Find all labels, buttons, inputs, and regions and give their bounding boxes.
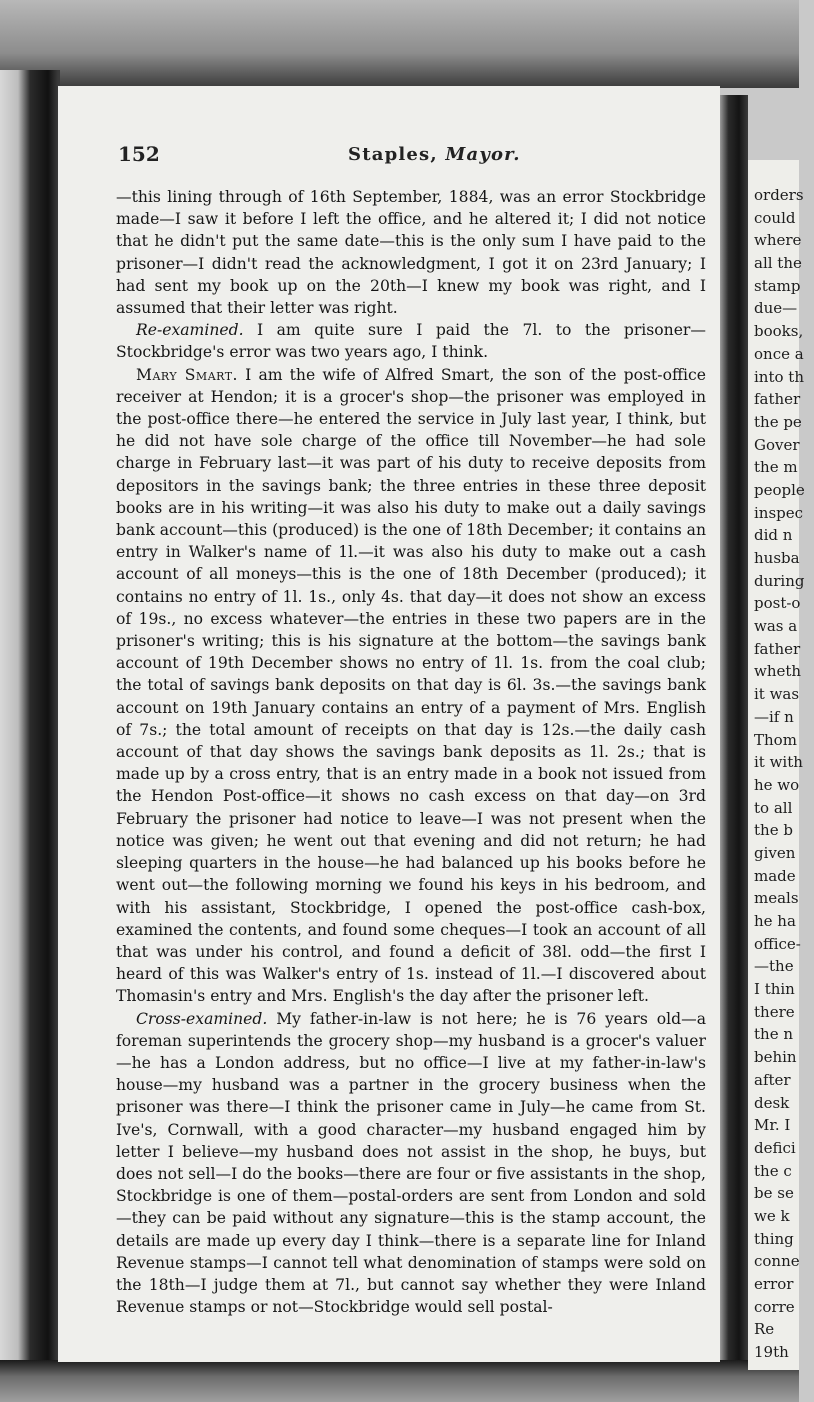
facing-line: Gover [754,435,800,454]
paragraph [116,186,706,319]
facing-line: once a [754,344,804,363]
facing-line: it with [754,753,803,772]
facing-line: it was [754,685,800,704]
scan-left-edge [0,70,60,1360]
paragraph-text: I am the wife of Alfred Smart, the son of the post-office receiver at Hendon; it is a grocer's shop—the prisoner was employed in the post-office there—he entered the service in July last year, I think, but he did not have sole charge of the office till November—he had sole charge in February last—it was part of his duty to receive deposits from depositors in the savings bank; the three entries in these three deposit books are in his writing—it was also his duty to make out a daily savings bank account—this (produced) is the one of 18th December; it contains an entry in Walker's name of 1l.—it was also his duty to make out a cash account of all moneys—this is the one of 18th December (produced); it contains no entry of 1l. 1s., only 4s. that day—it does not show an excess of 19s., no excess whatever—the entries in these two papers are in the prisoner's writing; this is his signature at the bottom—the savings bank account of 19th December shows no entry of 1l. 1s. from the coal club; the total of savings bank deposits on that day is 6l. 3s.—the savings bank account on 19th January contains an entry of a payment of Mrs. English of 7s.; the total amount of receipts on that day is 12s.—the daily cash account of that day shows the savings bank deposits as 1l. 2s.; that is made up by a cross entry, that is an entry made in a book not issued from the Hendon Post-office—it shows no cash excess on that day—on 3rd February the prisoner had notice to leave—I was not present when the notice was given; he went out that evening and did not return; he had sleeping quarters in the house—he had balanced up his books before he went out—the following morning we found his keys in his bedroom, and with his assistant, Stockbridge, I opened the post-office cash-box, examined the contents, and found some cheques—I took an account of all that was under his control, and found a deficit of 38l. odd—the first I heard of this was Walker's entry of 1s. instead of 1l.—I discovered about Thomasin's entry and Mrs. English's the day after the prisoner left. [116,365,706,1006]
facing-line: inspec [754,503,804,522]
facing-line: to all [754,798,793,817]
facing-line: people [754,480,805,499]
paragraph [116,1008,706,1319]
facing-line: conne [754,1252,800,1271]
paragraph [116,319,706,363]
scan-top-edge [0,0,799,88]
facing-line: error [754,1275,794,1293]
facing-line: the n [754,1025,793,1044]
running-head [118,142,678,174]
facing-line: office- [754,934,801,953]
facing-line: husba [754,549,800,567]
facing-line: post-o [754,594,801,613]
scan-bottom-edge [0,1360,799,1402]
facing-line: due— [754,299,798,318]
facing-line: father [754,639,801,658]
facing-line: all the [754,254,802,273]
facing-line: could [754,208,796,227]
facing-line: defici [754,1138,796,1157]
paragraph-text: I am quite sure I paid the 7l. to the prisoner—Stockbridge's error was two years ago, I think. [116,321,706,362]
facing-line: was a [754,617,798,636]
facing-line: orders [754,186,804,204]
facing-line: Thom [754,730,797,749]
facing-page-lines [754,184,814,1364]
facing-line: the b [754,821,793,840]
paragraph-lead: Cross-examined. [136,1009,268,1028]
facing-line: where [754,231,802,250]
facing-line: books, [754,322,804,341]
facing-line: be se [754,1184,794,1203]
facing-line: made [754,866,796,885]
facing-line: meals [754,889,799,908]
paragraph [116,364,706,1008]
facing-line: the m [754,458,798,477]
facing-line: given [754,843,796,862]
paragraph-text: My father-in-law is not here; he is 76 years old—a foreman superintends the grocery shop—my husband is a grocer's valuer—he has a London address, but no office—I live at my father-in-law's house—my husband was a partner in the grocery business when the prisoner was there—I think the prisoner came in July—he came from St. Ive's, Cornwall, with a good character—my husband engaged him by letter I believe—my husband does not assist in the shop, he buys, but does not sell—I do the books—there are four or five assistants in the shop, Stockbridge is one of them—postal-orders are sent from London and sold—they can be paid without any signature—this is the stamp account, the details are made up every day I think—there is a separate line for Inland Revenue stamps—I cannot tell what denomination of stamps were sold on the 18th—I judge them at 7l., but cannot say whether they were Inland Revenue stamps or not—Stockbridge would sell postal- [116,1009,706,1317]
facing-line: after [754,1070,791,1089]
facing-line: I thin [754,980,795,999]
facing-line: the c [754,1161,792,1180]
running-title [348,144,521,165]
witness-name: Mary Smart. [136,365,239,384]
page-number: 152 [118,142,160,166]
facing-line: Re [754,1320,775,1339]
facing-line: he wo [754,775,800,794]
facing-page-fragment [748,160,805,1370]
running-title-office: Mayor. [445,144,521,165]
facing-line: behin [754,1048,797,1067]
facing-line: stamp [754,276,801,295]
facing-line: into th [754,367,804,386]
paragraph-text: —this lining through of 16th September, 1884, was an error Stockbridge made—I saw it before I left the office, and he altered it; I did not notice that he didn't put the same date—this is the only sum I have paid to the prisoner—I didn't read the acknowledgment, I got it on 23rd January; I had sent my book up on the 20th—I knew my book was right, and I assumed that their letter was right. [116,188,706,318]
facing-line: did n [754,526,793,545]
facing-line: thing [754,1229,794,1248]
facing-line: during [754,571,805,590]
running-title-name: Staples, [348,144,438,165]
facing-line: we k [754,1206,790,1225]
book-page [58,86,720,1362]
facing-line: —if n [754,707,794,726]
facing-line: desk [754,1093,790,1112]
facing-line: corre [754,1297,795,1316]
facing-line: there [754,1002,795,1021]
book-spine-gutter [718,95,748,1370]
facing-line: Mr. I [754,1116,791,1135]
body-text [116,186,706,1318]
facing-line: wheth [754,662,802,681]
paragraph-lead: Re-examined. [136,321,244,340]
facing-line: the pe [754,412,802,431]
facing-line: he ha [754,912,796,930]
facing-line: father [754,390,801,409]
facing-line: —the [754,957,794,976]
facing-line: 19th [754,1343,789,1362]
